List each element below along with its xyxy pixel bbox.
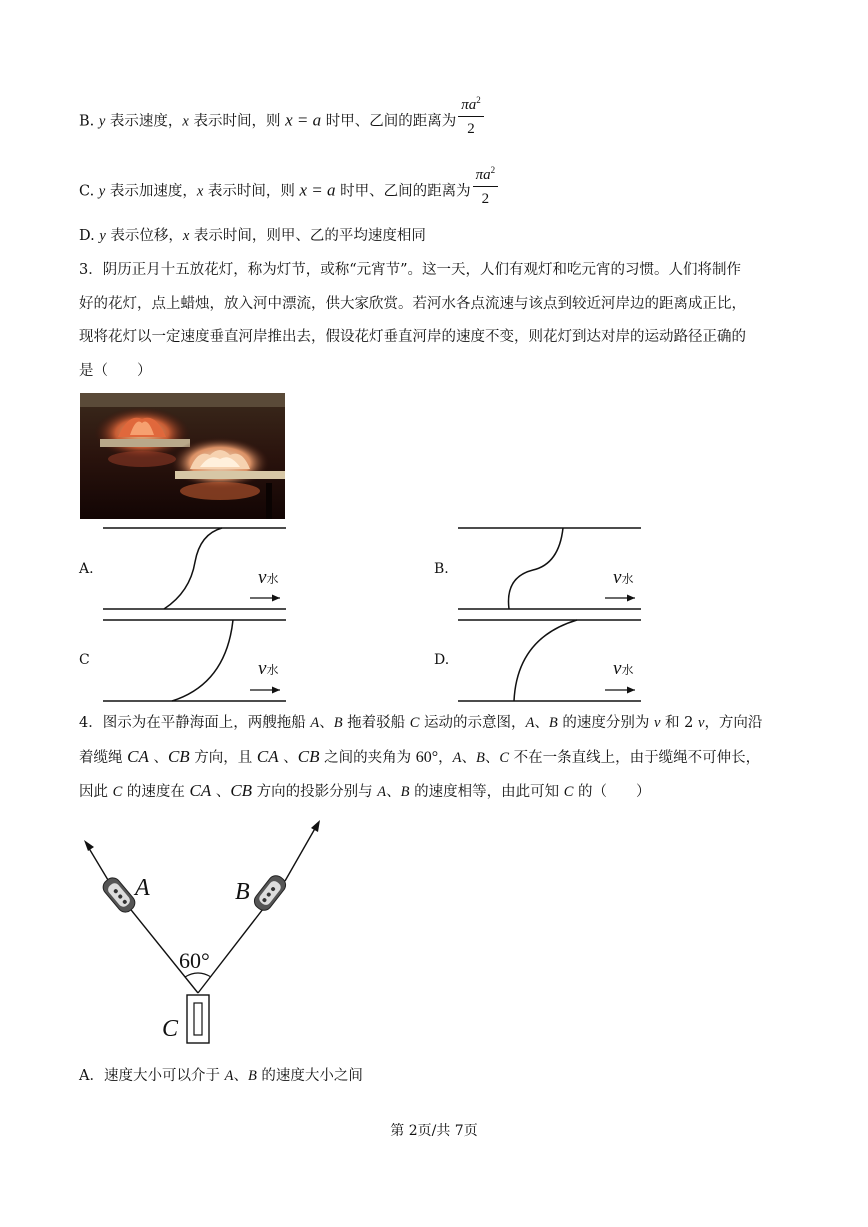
tug-b bbox=[251, 872, 289, 913]
label-c: C bbox=[162, 1016, 179, 1042]
arrow-a bbox=[84, 840, 94, 851]
label-a: A bbox=[135, 875, 150, 901]
arrow-b bbox=[311, 820, 320, 832]
fraction: $\frac{\pi a^2}{2}$ bbox=[473, 160, 499, 209]
fraction: $\frac{\pi a^2}{2}$ bbox=[458, 90, 484, 139]
q2-option-b: B. y 表示速度，x 表示时间，则 x = a 时甲、乙间的距离为 $\frac{\pi a^2}{2}$ bbox=[79, 104, 484, 139]
tug-a bbox=[100, 875, 138, 916]
q3-line-4: 是（ ） bbox=[79, 363, 152, 379]
q2-option-c: C. y 表示加速度，x 表示时间，则 x = a 时甲、乙间的距离为 $\frac{\pi a^2}{2}$ bbox=[79, 174, 498, 209]
q4-option-a: A．速度大小可以介于 A、B 的速度大小之间 bbox=[79, 1068, 363, 1084]
lantern-photo bbox=[80, 393, 285, 519]
q4-line-1: 4．图示为在平静海面上，两艘拖船 A、B 拖着驳船 C 运动的示意图，A、B 的速度分别为 v 和 2 v，方向沿 bbox=[79, 715, 763, 731]
label-b: B bbox=[235, 879, 250, 905]
q4-tugboat-diagram bbox=[75, 815, 335, 1050]
q3-b-velocity-label: v水 bbox=[613, 567, 634, 588]
q3-option-d-label: D. bbox=[434, 652, 450, 668]
q3-line-1: 3．阴历正月十五放花灯，称为灯节，或称“元宵节”。这一天，人们有观灯和吃元宵的习惯。人们将制作 bbox=[79, 262, 742, 278]
q3-option-c-label: C bbox=[79, 652, 90, 668]
q3-option-a-label: A. bbox=[79, 561, 94, 577]
q4-line-2: 着缆绳 CA 、CB 方向，且 CA 、CB 之间的夹角为 60°，A、B、C 不在一条直线上，由于缆绳不可伸长， bbox=[79, 747, 761, 766]
q3-a-velocity-label: v水 bbox=[258, 567, 279, 588]
q2-option-d: D. y 表示位移，x 表示时间，则甲、乙的平均速度相同 bbox=[79, 228, 426, 244]
q4-line-3: 因此 C 的速度在 CA 、CB 方向的投影分别与 A、B 的速度相等，由此可知 C 的（ ） bbox=[79, 781, 651, 800]
q3-d-velocity-label: v水 bbox=[613, 658, 634, 679]
q3-line-2: 好的花灯，点上蜡烛，放入河中漂流，供大家欣赏。若河水各点流速与该点到较近河岸边的距离成正比， bbox=[79, 296, 746, 312]
q3-line-3: 现将花灯以一定速度垂直河岸推出去，假设花灯垂直河岸的速度不变，则花灯到达对岸的运动路径正确的 bbox=[79, 329, 746, 345]
q3-c-velocity-label: v水 bbox=[258, 658, 279, 679]
angle-label: 60° bbox=[179, 948, 210, 973]
page-footer: 第 2页/共 7页 bbox=[390, 1123, 478, 1139]
q3-option-b-label: B. bbox=[434, 561, 449, 577]
